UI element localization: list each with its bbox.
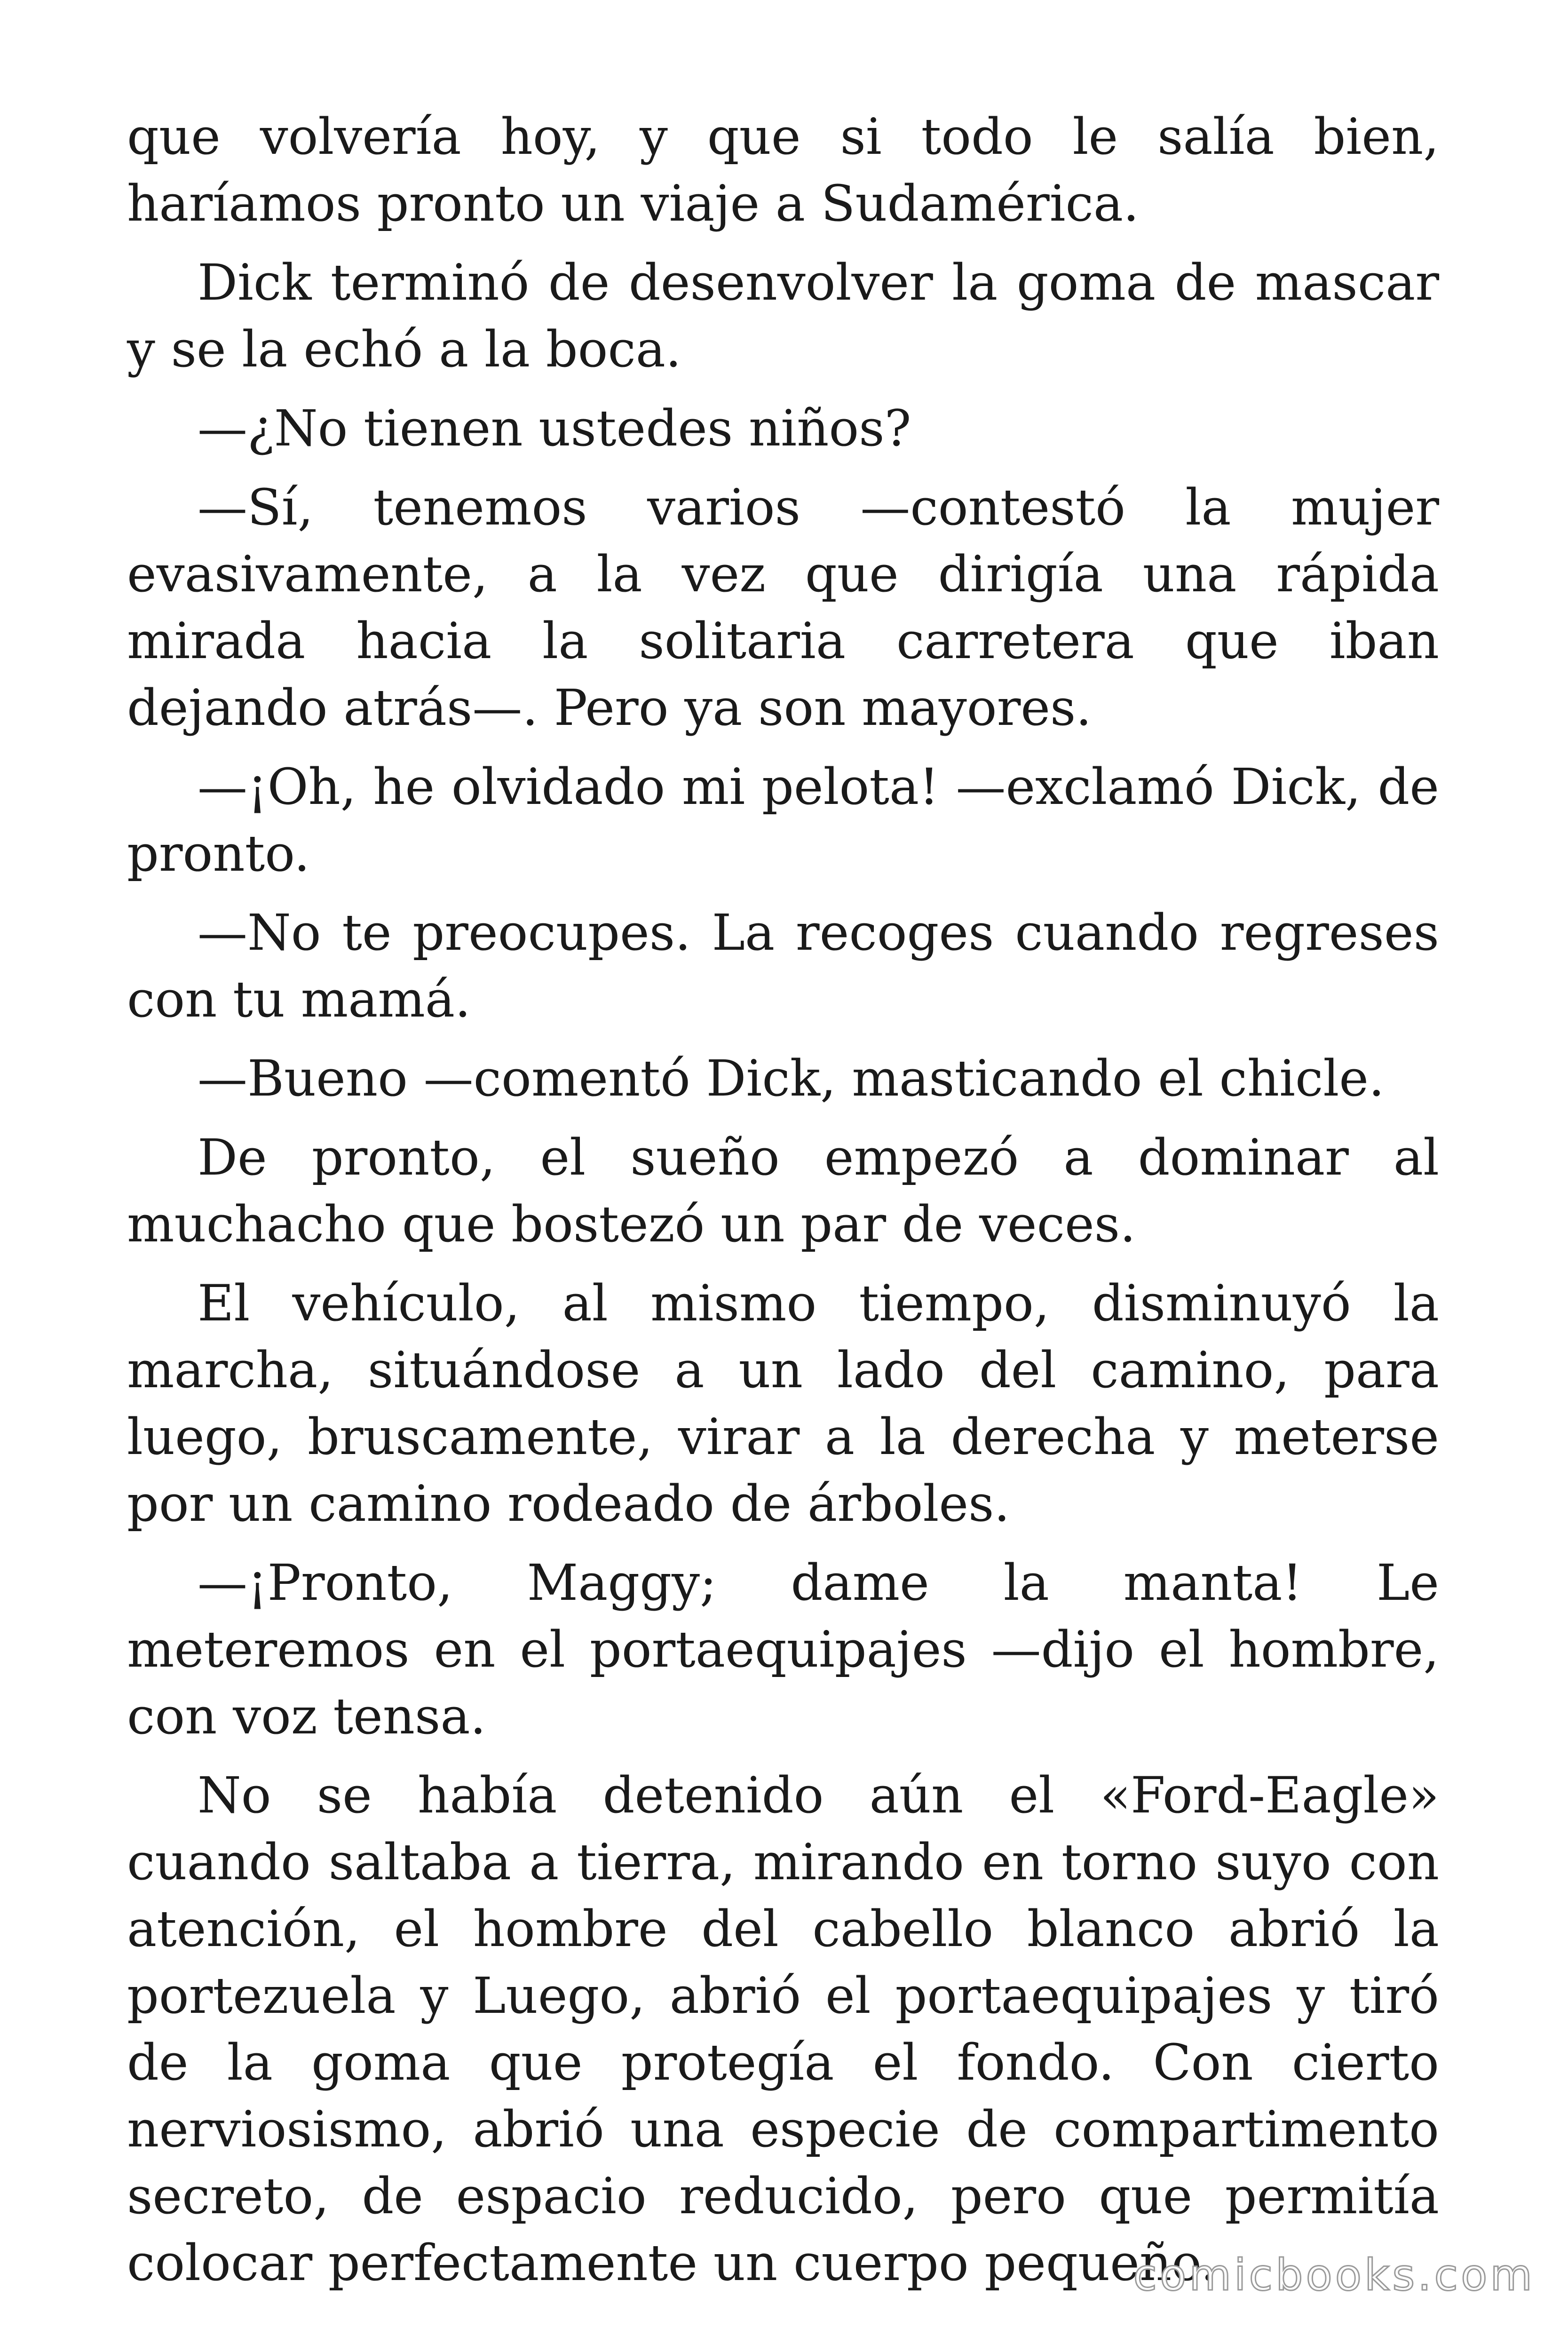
paragraph: Dick terminó de desenvolver la goma de mascar y se la echó a la boca. (127, 254, 1439, 378)
paragraph: —¿No tienen ustedes niños? (198, 399, 911, 457)
paragraph: No se había detenido aún el «Ford-Eagle» cuando saltaba a tierra, mirando en torno suyo con atención, el hombre del cabello blanco abrió la portezuela y Luego, abrió el portaequipajes y tiró de la goma que protegía el fondo. Con cierto nerviosismo, abrió una especie de compartimento secreto, de espacio reducido, pero que permitía colocar perfectamente un cuerpo pequeño. (127, 1766, 1439, 2292)
paragraph: —No te preocupes. La recoges cuando regreses con tu mamá. (127, 904, 1439, 1028)
paragraph: —¡Pronto, Maggy; dame la manta! Le meteremos en el portaequipajes —dijo el hombre, con voz tensa. (127, 1554, 1439, 1745)
paragraph: De pronto, el sueño empezó a dominar al muchacho que bostezó un par de veces. (127, 1128, 1439, 1253)
page-text (127, 103, 1439, 2309)
paragraph: El vehículo, al mismo tiempo, disminuyó la marcha, situándose a un lado del camino, para luego, bruscamente, virar a la derecha y meterse por un camino rodeado de árboles. (127, 1274, 1439, 1533)
paragraph: —¡Oh, he olvidado mi pelota! —exclamó Dick, de pronto. (127, 758, 1439, 882)
paragraph: que volvería hoy, y que si todo le salía bien, haríamos pronto un viaje a Sudamérica. (127, 108, 1439, 232)
watermark: comicbooks.com (1133, 2250, 1535, 2300)
paragraph: —Bueno —comentó Dick, masticando el chicle. (198, 1049, 1385, 1107)
paragraph: —Sí, tenemos varios —contestó la mujer evasivamente, a la vez que dirigía una rápida mirada hacia la solitaria carretera que iban dejando atrás—. Pero ya son mayores. (127, 478, 1439, 737)
